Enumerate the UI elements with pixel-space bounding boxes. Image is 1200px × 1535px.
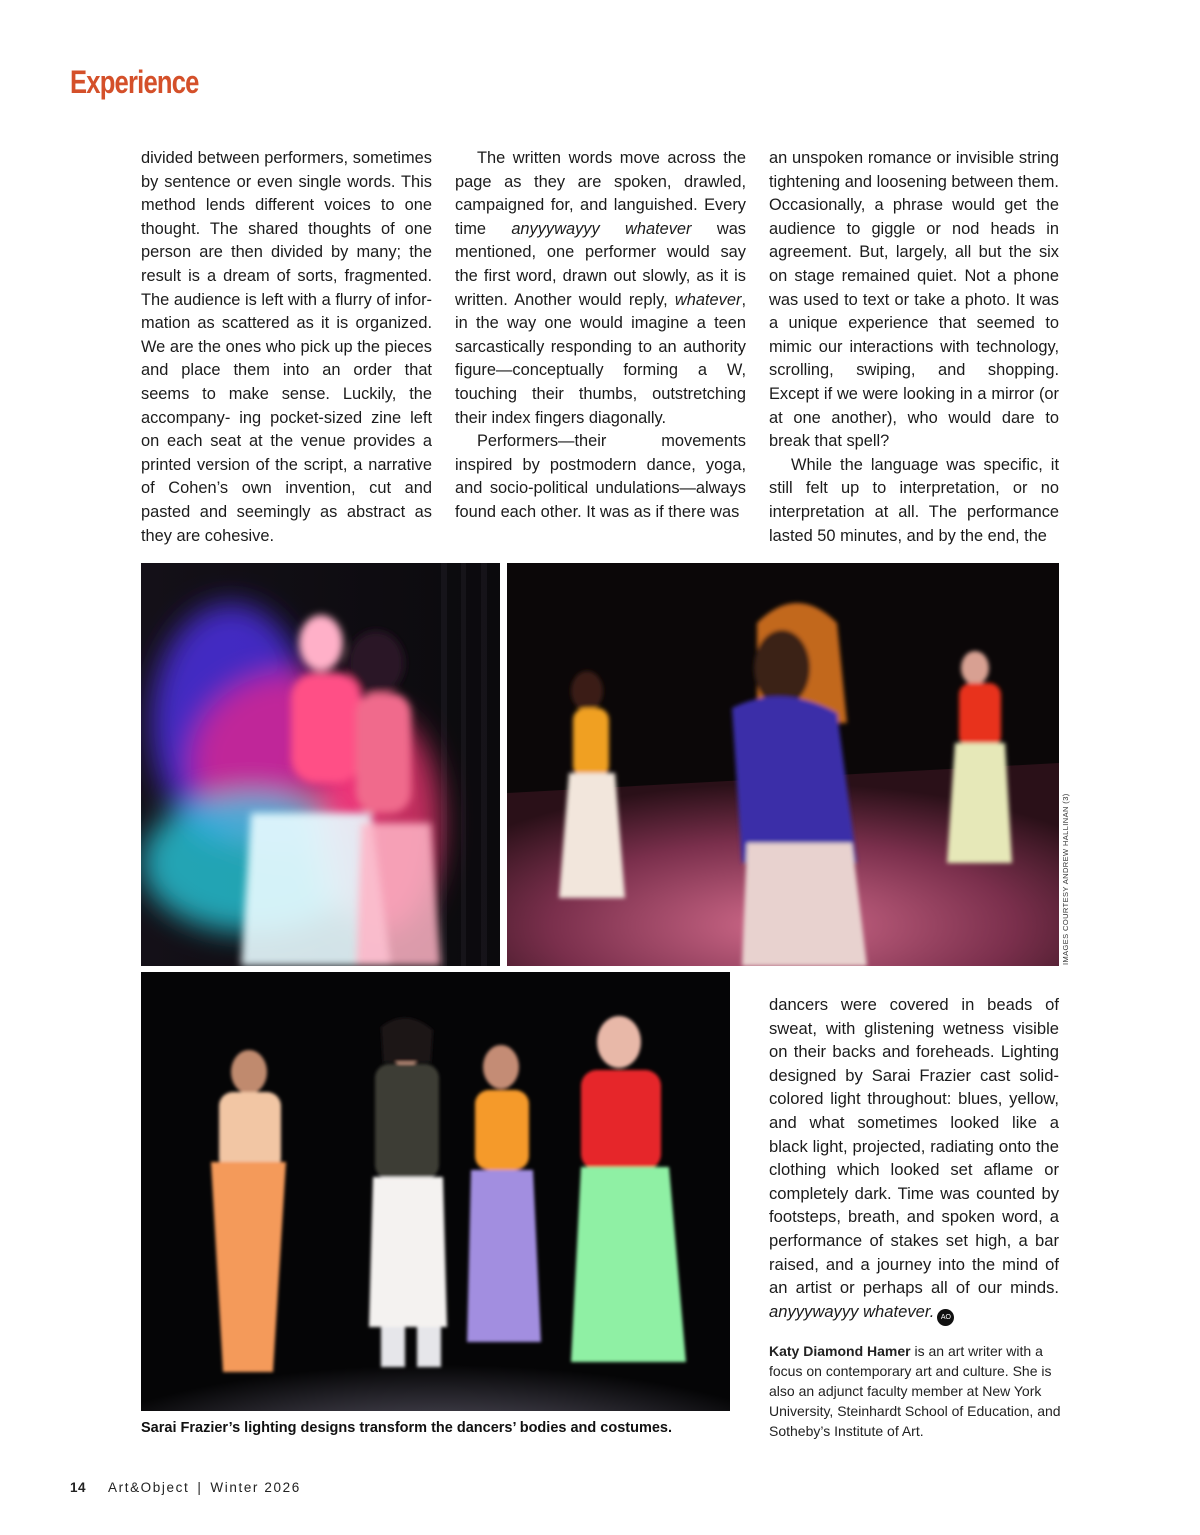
section-label: Experience: [70, 64, 199, 100]
article-column-4: [769, 993, 1059, 1326]
col4-paragraph: dancers were covered in beads of sweat, with glistening wetness visible on their backs and foreheads. Lighting designed by Sarai Frazier cast solid-colored light throughout: blues, yellow, and what sometimes looked like a black light, projected, radiating onto the clothing which looked set aflame or completely dark. Time was counted by footsteps, breath, and spoken word, a performance of stakes set high, a bar raised, and a journey into the mind of an artist or perhaps all of our minds. anyyywayyy whatever. AO: [769, 993, 1059, 1326]
col3-paragraph-1: an unspoken romance or invisible string tightening and loosening between them. Occasionally, a phrase would get the audience to giggle or nod heads in agreement. But, largely, all but the six on stage remained quiet. Not a phone was used to text or take a photo. It was a unique experience that seemed to mimic our interactions with technology, scrolling, swiping, and shopping. Except if we were looking in a mirror (or at one another), who would dare to break that spell?: [769, 149, 1059, 451]
photo-ensemble-spotlight: [141, 972, 730, 1411]
article-column-2: [455, 147, 746, 525]
author-name: Katy Diamond Hamer: [769, 1343, 911, 1359]
page-footer: [70, 1480, 301, 1495]
author-bio: Katy Diamond Hamer is an art writer with a focus on contemporary art and culture. She is also an adjunct faculty member at New York University, Steinhardt School of Education, and Sotheby’s Institute of Art.: [769, 1343, 1061, 1439]
col3-paragraph-2: While the language was specific, it still felt up to interpretation, or no interpretation at all. The performance lasted 50 minutes, and by the end, the: [769, 455, 1059, 545]
footer-separator: |: [197, 1480, 203, 1495]
end-mark-icon: AO: [937, 1309, 954, 1326]
issue-date: Winter 2026: [210, 1480, 301, 1495]
photo-caption: Sarai Frazier’s lighting designs transform the dancers’ bodies and costumes.: [141, 1420, 673, 1436]
closing-phrase: anyyywayyy whatever.: [769, 1301, 935, 1321]
photo-credit: IMAGES COURTESY ANDREW HALLINAN (3): [1061, 793, 1070, 965]
photo-stage-trio: [507, 563, 1059, 966]
page-number: 14: [70, 1480, 87, 1495]
col2-paragraph-2: Performers—their movements inspired by postmodern dance, yoga, and socio-political undulations—always found each other. It was as if there was: [455, 432, 746, 521]
publication-name: Art&Object: [108, 1480, 190, 1495]
col2-paragraph-1: The written words move across the page as they are spoken, drawled, campaigned for, and languished. Every time anyyywayyy whatever was mentioned, one performer would say the first word, drawn out slowly, as it is written. Another would reply, whatever, in the way one would imagine a teen sarcastically responding to an authority figure—conceptually forming a W, touching their thumbs, outstretching their index fingers diagonally.: [455, 149, 746, 427]
article-column-1: [141, 147, 432, 548]
article-column-3: [769, 147, 1059, 548]
photo-embracing-dancers: [141, 563, 500, 966]
col1-paragraph: divided between performers, sometimes by sentence or even single words. This method lends different voices to one thought. The shared thoughts of one person are then divided by many; the result is a dream of sorts, fragmented. The audience is left with a flurry of infor- mation as scattered as it is organized. We are the ones who pick up the pieces and place them into an order that seems to make sense. Luckily, the accompany- ing pocket-sized zine left on each seat at the venue provides a printed version of the script, a narrative of Cohen’s own invention, cut and pasted and seemingly as abstract as they are cohesive.: [141, 149, 433, 545]
